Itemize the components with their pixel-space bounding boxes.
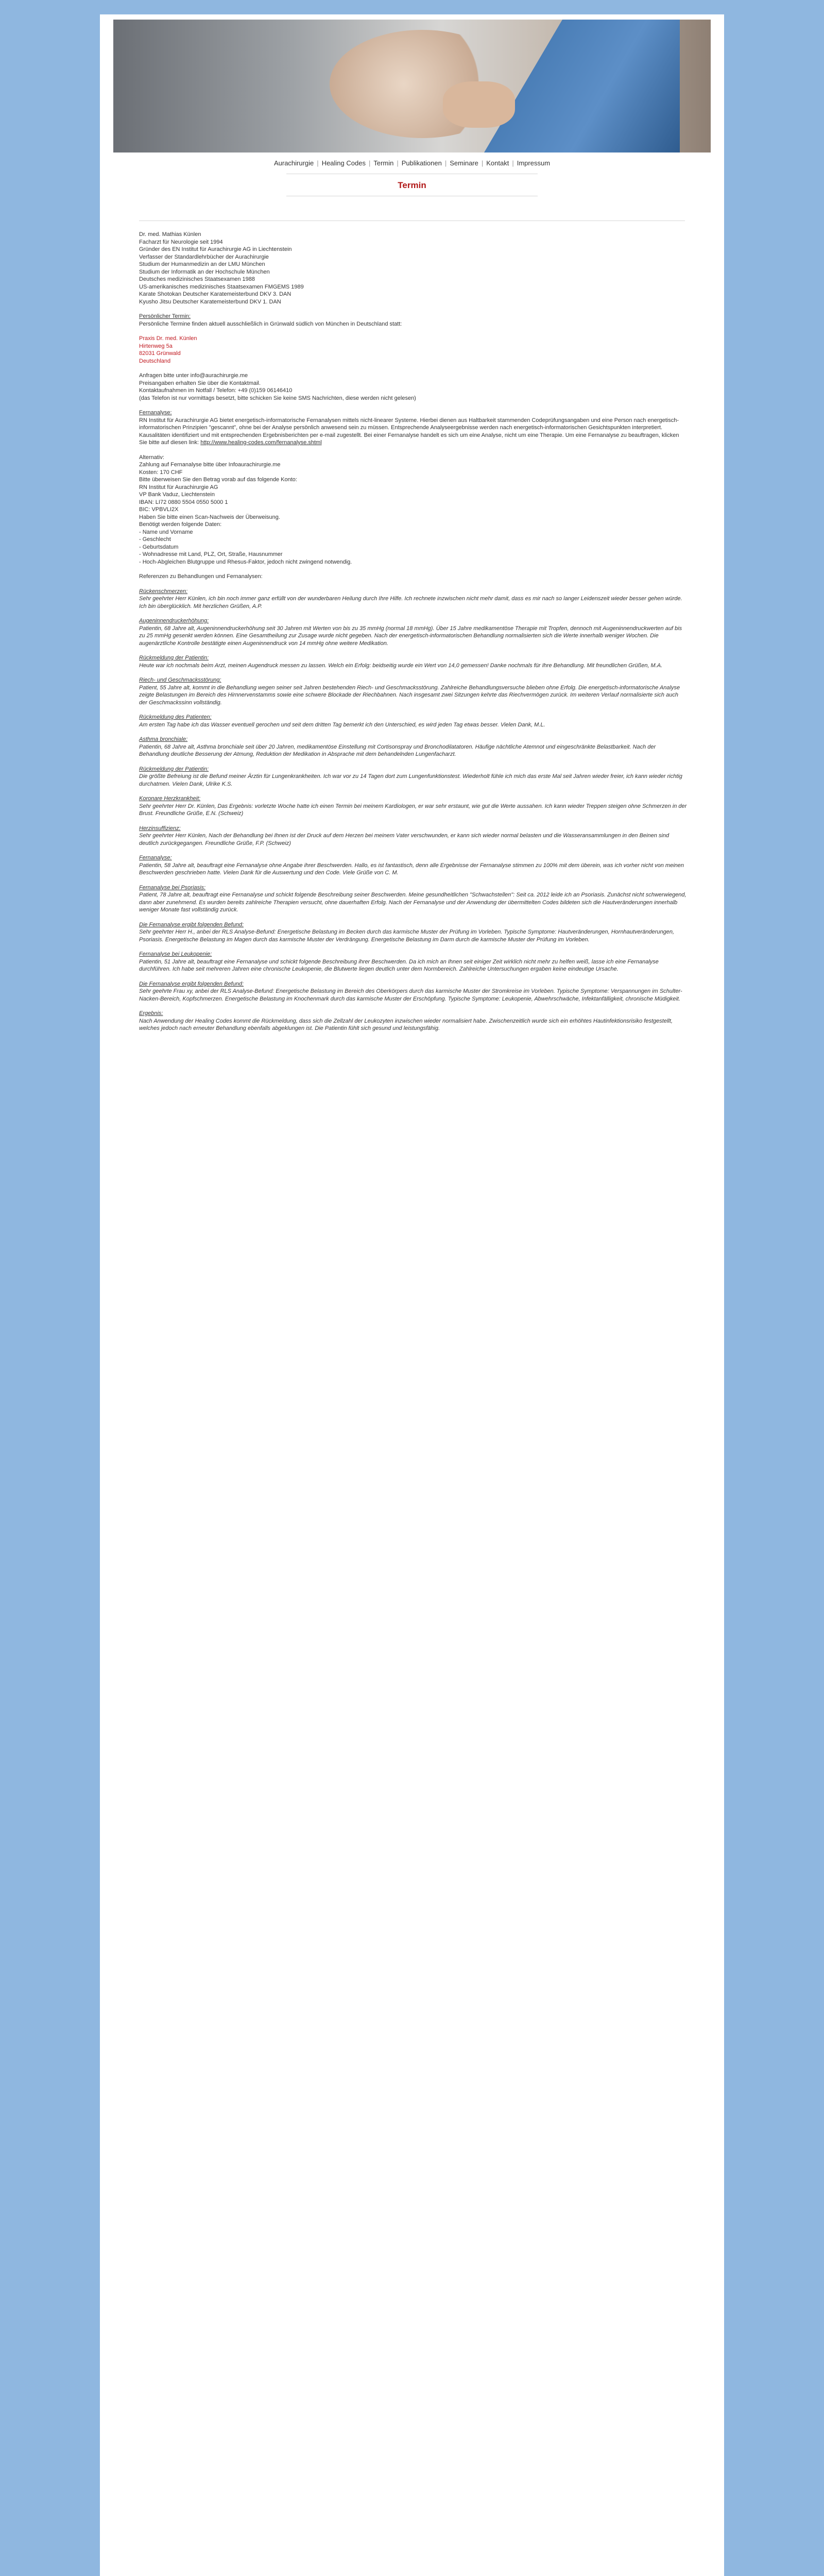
address-line: Hirtenweg 5a [139, 343, 173, 349]
payment-line: Benötigt werden folgende Daten: [139, 521, 222, 528]
payment-line: IBAN: LI72 0880 5504 0550 5000 1 [139, 499, 228, 505]
nav-item-publikationen[interactable]: Publikationen [401, 159, 442, 167]
reference-heading: Herzinsuffizienz: [139, 825, 181, 832]
reference-body: Heute war ich nochmals beim Arzt, meinen Augendruck messen zu lassen. Welch ein Erfolg: beidseitig wurde ein Wert von 14,0 gemessen! Danke nochmals für Ihre Behandlung. Mit freundlichen Grüßen, M.A. [139, 662, 663, 669]
nav-item-termin[interactable]: Termin [373, 159, 394, 167]
reference-heading: Ergebnis: [139, 1010, 163, 1016]
payment-line: Zahlung auf Fernanalyse bitte über Infoaurachirurgie.me [139, 462, 281, 468]
nav-item-aurachirurgie[interactable]: Aurachirurgie [273, 159, 314, 167]
main-navigation [100, 154, 724, 172]
reference-body: Sehr geehrter Herr Künlen, ich bin noch immer ganz erfüllt von der wunderbaren Heilung durch Ihre Hilfe. Ich rechnete inzwischen nicht mehr damit, dass es mir nach so langer Leidenszeit wieder besser gehen würde. Ich bin überglücklich. Mit herzlichen Grüßen, A.P. [139, 596, 682, 609]
reference-heading: Augeninnendruckerhöhung: [139, 618, 209, 624]
payment-line: Kosten: 170 CHF [139, 469, 183, 476]
practice-address [139, 335, 687, 365]
address-line: 82031 Grünwald [139, 350, 181, 357]
main-content [139, 231, 687, 1040]
payment-line: - Geschlecht [139, 536, 171, 543]
reference-entry [139, 588, 687, 611]
nav-separator: | [368, 159, 371, 167]
header-image [113, 20, 711, 152]
nav-separator: | [512, 159, 514, 167]
reference-entry [139, 1010, 687, 1032]
bio-line: Verfasser der Standardlehrbücher der Aurachirurgie [139, 253, 269, 260]
fernanalyse-text: RN Institut für Aurachirurgie AG bietet energetisch-informatorische Fernanalysen mittels nicht-linearer Systeme. Hierbei dienen aus Haltbarkeit stammenden Codeprüfungsangaben und eine Person nach energetisch-informatorischen Prinzipien "gescannt", ohne bei der Analyse persönlich anwesend sein zu müssen. Entsprechende Analyseergebnisse werden nach energetisch-informatorischen Gesichtspunkten interpretiert. Kausalitäten identifiziert und mit entsprechenden Ergebnisberichten per e-mail zugestellt. Bei einer Fernanalyse handelt es sich um eine Analyse, nicht um eine Therapie. Um eine Fernanalyse zu beauftragen, klicken Sie bitte auf diesen link: [139, 417, 679, 446]
reference-entry [139, 736, 687, 758]
reference-heading: Fernanalyse bei Psoriasis: [139, 884, 206, 891]
payment-line: - Name und Vorname [139, 529, 193, 535]
bio-line: Facharzt für Neurologie seit 1994 [139, 239, 223, 245]
reference-body: Patientin, 58 Jahre alt, beauftragt eine Fernanalyse ohne Angabe ihrer Beschwerden. Hallo, es ist fantastisch, denn alle Ergebnisse der Fernanalyse stimmen zu 100% mit dem überein, was ich vorher nicht von meinen Beschwerden geschrieben hatte. Vielen Dank für die Auswertung und den Code. Viele Grüße von C. M. [139, 862, 684, 876]
reference-entry [139, 676, 687, 706]
reference-entry [139, 766, 687, 788]
payment-line: BIC: VPBVLI2X [139, 506, 179, 513]
bio-line: US-amerikanisches medizinisches Staatsexamen FMGEMS 1989 [139, 283, 304, 290]
header-photo-hand [443, 81, 515, 128]
reference-body: Sehr geehrter Herr H., anbei der RLS Analyse-Befund: Energetische Belastung im Becken durch das karmische Muster der Prüfung im Vorleben. Typische Symptome: Hautveränderungen, Hornhautveränderungen, Psoriasis. Energetische Belastung im Magen durch das karmische Muster der Verdrängung. Energetische Belastung im Darm durch die karmische Muster der Prüfung im Vorleben. [139, 929, 675, 943]
nav-item-healing-codes[interactable]: Healing Codes [321, 159, 366, 167]
nav-separator: | [397, 159, 399, 167]
fernanalyse-block [139, 409, 687, 447]
reference-heading: Asthma bronchiale: [139, 736, 188, 742]
nav-separator: | [444, 159, 447, 167]
address-line: Deutschland [139, 358, 171, 364]
contact-line: Anfragen bitte unter info@aurachirurgie.me [139, 372, 248, 379]
contact-line: Preisangaben erhalten Sie über die Kontaktmail. [139, 380, 261, 386]
address-note: Persönliche Termine finden aktuell ausschließlich in Grünwald südlich von München in Deutschland statt: [139, 320, 402, 327]
reference-entry [139, 921, 687, 944]
address-heading: Persönlicher Termin: [139, 313, 191, 319]
page-title: Termin [398, 180, 426, 190]
reference-heading: Die Fernanalyse ergibt folgenden Befund: [139, 980, 244, 987]
reference-heading: Fernanalyse: [139, 855, 172, 861]
contact-line: Kontaktaufnahmen im Notfall / Telefon: +49 (0)159 06146410 [139, 387, 293, 394]
payment-line: Alternativ: [139, 454, 164, 461]
bio-line: Gründer des EN Institut für Aurachirurgie AG in Liechtenstein [139, 246, 292, 252]
reference-body: Die größte Befreiung ist die Befund meiner Ärztin für Lungenkrankheiten. Ich war vor zu 14 Tagen dort zum Lungenfunktionstest. Wiederholt fühle ich mich das erste Mal seit Jahren wieder freier, ich kann wieder richtig durchatmen. Vielen Dank, Ulrike K.S. [139, 773, 682, 787]
references-heading: Referenzen zu Behandlungen und Fernanalysen: [139, 573, 263, 580]
nav-separator: | [317, 159, 319, 167]
page [100, 14, 724, 2576]
payment-line: RN Institut für Aurachirurgie AG [139, 484, 218, 490]
bio-line: Karate Shotokan Deutscher Karatemeisterbund DKV 3. DAN [139, 291, 291, 297]
reference-body: Am ersten Tag habe ich das Wasser eventuell gerochen und seit dem dritten Tag bemerkt ich den Unterschied, es wird jeden Tag etwas besser. Vielen Dank, M.L. [139, 721, 545, 728]
reference-body: Patient, 55 Jahre alt, kommt in die Behandlung wegen seiner seit Jahren bestehenden Riech- und Geschmacksstörung. Zahlreiche Behandlungsversuche blieben ohne Erfolg. Die energetisch-informatorische Analyse zeigte Belastungen im Bereich des Hirnnervenstamms sowie eine schwere Blockade der Riechbahnen. Nach insgesamt zwei Sitzungen kehrte das Riechvermögen zurück. Im weiteren Verlauf normalisierte sich auch der Geschmackssinn vollständig. [139, 684, 680, 706]
reference-entry [139, 825, 687, 848]
reference-entry [139, 654, 687, 669]
reference-entry [139, 884, 687, 914]
nav-item-kontakt[interactable]: Kontakt [486, 159, 509, 167]
nav-separator: | [481, 159, 484, 167]
reference-body: Nach Anwendung der Healing Codes kommt die Rückmeldung, dass sich die Zellzahl der Leukozyten inzwischen wieder normalisiert habe. Zwischenzeitlich wurde sich ein erhöhtes Hautinfektionsrisiko festgestellt, welches jedoch nach erneuter Behandlung ebenfalls abgeklungen ist. Die Patientin fühlt sich gesund und leistungsfähig. [139, 1018, 673, 1031]
payment-line: - Wohnadresse mit Land, PLZ, Ort, Straße, Hausnummer [139, 551, 283, 557]
references-list [139, 588, 687, 1032]
nav-item-seminare[interactable]: Seminare [450, 159, 478, 167]
reference-body: Sehr geehrte Frau xy, anbei der RLS Analyse-Befund: Energetische Belastung im Bereich des Oberkörpers durch das karmische Muster der Stromkreise im Vorleben. Typische Symptome: Verspannungen im Schulter-Nacken-Bereich, Kopfschmerzen. Energetische Belastung im Knochenmark durch das karmische Muster der Erschöpfung. Typische Symptome: Leukopenie, Abwehrschwäche, Infektanfälligkeit, chronische Müdigkeit. [139, 988, 682, 1002]
payment-line: - Geburtsdatum [139, 544, 179, 550]
reference-entry [139, 854, 687, 877]
reference-heading: Rückmeldung der Patientin: [139, 655, 209, 661]
payment-line: Bitte überweisen Sie den Betrag vorab auf das folgende Konto: [139, 477, 297, 483]
reference-body: Patientin, 68 Jahre alt, Augeninnendruckerhöhung seit 30 Jahren mit Werten von bis zu 35 mmHg (normal 18 mmHg). Über 15 Jahre medikamentöse Therapie mit Tropfen, dennoch mit Augeninnendruckwerten auf bis zu 25 mmHg gesenkt werden können. Eine Gesamtheilung zur Zusage wurde nicht gegeben. Nach der energetisch-informatorischen Behandlung normalisierten sich die Werte innerhalb weniger Wochen. Die augenärztliche Kontrolle bestätigte einen Augeninnendruck von 14 mmHg ohne weitere Medikation. [139, 625, 682, 647]
bio-line: Dr. med. Mathias Künlen [139, 231, 201, 238]
reference-body: Patient, 78 Jahre alt, beauftragt eine Fernanalyse und schickt folgende Beschreibung seiner Beschwerden. Meine gesundheitlichen "Schwachstellen": Seit ca. 2012 leide ich an Psoriasis. Zunächst nicht schwerwiegend, dann aber zunehmend. Es wurden bereits zahlreiche Therapien versucht, ohne dauerhaften Erfolg. Nach der Fernanalyse und der Anwendung der übermittelten Codes bildeten sich die Hautveränderungen innerhalb weniger Monate fast vollständig zurück. [139, 892, 686, 913]
bio-line: Kyusho Jitsu Deutscher Karatemeisterbund DKV 1. DAN [139, 298, 281, 305]
reference-entry [139, 795, 687, 818]
reference-heading: Fernanalyse bei Leukopenie: [139, 951, 212, 957]
reference-heading: Rückmeldung der Patientin: [139, 766, 209, 772]
reference-heading: Rückenschmerzen: [139, 588, 188, 595]
payment-line: VP Bank Vaduz, Liechtenstein [139, 492, 215, 498]
reference-body: Sehr geehrter Herr Künlen, Nach der Behandlung bei Ihnen ist der Druck auf dem Herzen bei meinem Vater verschwunden, er kann sich wieder normal belasten und die Wasseransammlungen in den Beinen sind deutlich zurückgegangen. Freundliche Grüße, F.P. (Schweiz) [139, 833, 670, 846]
bio-line: Studium der Informatik an der Hochschule München [139, 268, 270, 275]
reference-heading: Riech- und Geschmacksstörung: [139, 677, 221, 683]
reference-entry [139, 951, 687, 973]
reference-body: Patientin, 68 Jahre alt, Asthma bronchiale seit über 20 Jahren, medikamentöse Einstellung mit Cortisonspray und Bronchodilatatoren. Häufige nächtliche Atemnot und eingeschränkte Belastbarkeit. Nach der Behandlung deutliche Besserung der Atmung, Reduktion der Medikation in Absprache mit dem behandelnden Lungenfacharzt. [139, 743, 656, 757]
bio-line: Studium der Humanmedizin an der LMU München [139, 261, 265, 267]
doctor-bio [139, 231, 687, 306]
nav-item-impressum[interactable]: Impressum [517, 159, 551, 167]
address-block [139, 313, 687, 328]
payment-line: Haben Sie bitte einen Scan-Nachweis der Überweisung. [139, 514, 280, 520]
reference-entry [139, 714, 687, 728]
bio-line: Deutsches medizinisches Staatsexamen 1988 [139, 276, 255, 282]
address-line: Praxis Dr. med. Künlen [139, 335, 197, 342]
reference-entry [139, 980, 687, 1003]
reference-body: Sehr geehrter Herr Dr. Künlen, Das Ergebnis: vorletzte Woche hatte ich einen Termin bei meinem Kardiologen, er war sehr erstaunt, wie gut die Werte aussahen. Ich kann wieder Treppen steigen ohne Schmerzen in der Brust. Freundliche Grüße, E.N. (Schweiz) [139, 803, 687, 817]
reference-entry [139, 617, 687, 647]
reference-body: Patientin, 51 Jahre alt, beauftragt eine Fernanalyse und schickt folgende Beschreibung ihrer Beschwerden. Da ich mich an Ihnen seit einiger Zeit wirklich nicht mehr zu helfen weiß, lasse ich eine Fernanalyse durchführen. Ich habe seit mehreren Jahren eine chronische Leukopenie, die Blutwerte liegen deutlich unter dem Normbereich. Zahlreiche Untersuchungen ergaben keine eindeutige Ursache. [139, 958, 659, 972]
reference-heading: Koronare Herzkrankheit: [139, 795, 201, 802]
fernanalyse-link[interactable]: http://www.healing-codes.com/fernanalyse.shtml [200, 439, 322, 446]
payment-line: - Hoch-Abgleichen Blutgruppe und Rhesus-Faktor, jedoch nicht zwingend notwendig. [139, 558, 352, 565]
reference-heading: Rückmeldung des Patienten: [139, 714, 212, 720]
contact-info [139, 372, 687, 402]
reference-heading: Die Fernanalyse ergibt folgenden Befund: [139, 921, 244, 928]
contact-line: (das Telefon ist nur vormittags besetzt, bitte schicken Sie keine SMS Nachrichten, diese werden nicht gelesen) [139, 395, 416, 401]
fernanalyse-heading: Fernanalyse: [139, 410, 172, 416]
payment-info [139, 454, 687, 566]
